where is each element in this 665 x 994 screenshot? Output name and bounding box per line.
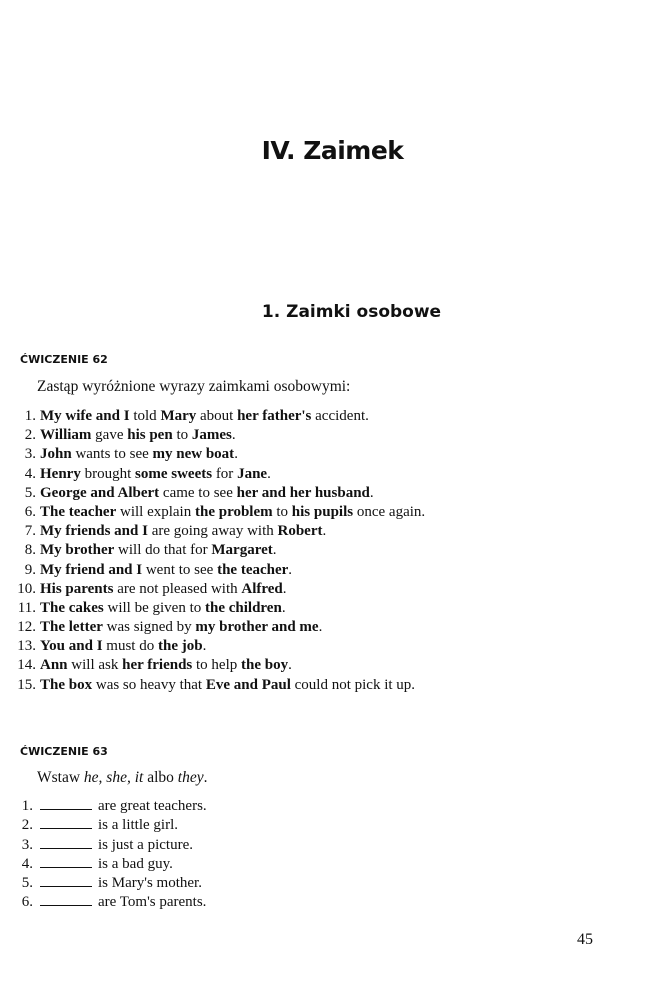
item-number: 6. <box>24 503 36 520</box>
sentence-text: . <box>369 484 374 501</box>
highlighted-phrase: her father's <box>237 408 312 424</box>
item-number: 1. <box>24 408 36 424</box>
highlighted-phrase: my new boat <box>152 446 235 463</box>
item-number: 2. <box>21 817 33 834</box>
instruction-emph-2: they <box>177 769 204 786</box>
highlighted-phrase: George and Albert <box>40 484 160 501</box>
exercise-62-item <box>0 656 425 675</box>
highlighted-phrase: her friends <box>122 657 193 674</box>
highlighted-phrase: His parents <box>40 580 114 597</box>
highlighted-phrase: James <box>191 427 232 444</box>
exercise-62-heading: ĆWICZENIE 62 <box>20 353 108 366</box>
highlighted-phrase: the job <box>157 638 203 655</box>
highlighted-phrase: Margaret <box>211 542 273 559</box>
item-number: 3. <box>24 446 36 463</box>
exercise-63-item <box>0 816 207 835</box>
sentence-text: . <box>288 657 292 674</box>
highlighted-phrase: William <box>40 427 92 444</box>
item-number: 15. <box>17 676 36 693</box>
exercise-63-item <box>0 836 207 855</box>
highlighted-phrase: The box <box>40 676 93 693</box>
sentence-text: are great teachers. <box>98 798 207 814</box>
chapter-title: IV. Zaimek <box>261 136 404 165</box>
sentence-text: gave <box>91 427 128 444</box>
sentence-text: was so heavy that <box>92 676 206 693</box>
highlighted-phrase: You and I <box>40 638 103 655</box>
sentence-text: must do <box>102 638 158 655</box>
sentence-text: . <box>231 427 236 444</box>
exercise-62-item <box>0 618 425 637</box>
answer-blank <box>40 874 92 887</box>
exercise-63-heading: ĆWICZENIE 63 <box>20 745 108 758</box>
sentence-text: will explain <box>116 503 195 520</box>
instruction-emph: he, she, it <box>83 769 144 786</box>
sentence-text: . <box>282 580 287 597</box>
sentence-text: will ask <box>67 657 123 674</box>
highlighted-phrase: the children <box>205 599 282 616</box>
exercise-62-item <box>0 445 425 464</box>
item-number: 8. <box>24 542 36 559</box>
sentence-text: for <box>212 465 238 482</box>
highlighted-phrase: the boy <box>241 657 289 674</box>
sentence-text: could not pick it up. <box>290 676 416 693</box>
item-number: 4. <box>21 855 33 872</box>
exercise-62-item <box>0 580 425 599</box>
highlighted-phrase: John <box>40 446 72 463</box>
item-number: 7. <box>24 523 36 540</box>
sentence-text: is a bad guy. <box>98 855 173 872</box>
highlighted-phrase: his pupils <box>291 503 354 520</box>
highlighted-phrase: My wife and I <box>40 408 130 424</box>
exercise-62-instruction: Zastąp wyróżnione wyrazy zaimkami osobowymi: <box>37 378 351 395</box>
item-number: 14. <box>17 657 36 674</box>
sentence-text: is Mary's mother. <box>98 875 202 892</box>
exercise-62-item <box>0 465 425 484</box>
item-number: 5. <box>24 484 36 501</box>
exercise-62-item <box>0 637 425 656</box>
sentence-text: . <box>267 465 271 482</box>
item-number: 11. <box>17 599 36 616</box>
item-number: 3. <box>21 836 33 853</box>
answer-blank <box>40 797 92 810</box>
highlighted-phrase: Robert <box>277 523 323 540</box>
instruction-prefix: Wstaw <box>37 769 84 786</box>
exercise-62-item <box>0 426 425 445</box>
sentence-text: are not pleased with <box>113 580 242 597</box>
highlighted-phrase: My friends and I <box>40 523 148 540</box>
highlighted-phrase: Ann <box>40 657 68 674</box>
highlighted-phrase: My friend and I <box>40 561 143 578</box>
sentence-text: brought <box>80 465 135 482</box>
section-title: 1. Zaimki osobowe <box>261 302 442 322</box>
exercise-62-item <box>0 484 425 503</box>
exercise-62-item <box>0 407 425 426</box>
sentence-text: told <box>129 408 161 424</box>
answer-blank <box>40 816 92 829</box>
highlighted-phrase: the problem <box>194 503 273 520</box>
highlighted-phrase: Mary <box>160 408 197 424</box>
highlighted-phrase: Henry <box>40 465 81 482</box>
sentence-text: . <box>318 619 323 636</box>
item-number: 5. <box>21 875 33 892</box>
page-number: 45 <box>577 931 593 948</box>
sentence-text: wants to see <box>71 446 153 463</box>
exercise-63-list <box>0 797 207 913</box>
instruction-suffix: . <box>203 769 208 786</box>
sentence-text: is a little girl. <box>98 817 178 834</box>
highlighted-phrase: his pen <box>127 427 173 444</box>
exercise-62-item <box>0 522 425 541</box>
sentence-text: will do that for <box>114 542 212 559</box>
highlighted-phrase: The letter <box>40 619 103 636</box>
sentence-text: . <box>272 542 277 559</box>
sentence-text: will be given to <box>103 599 205 616</box>
sentence-text: is just a picture. <box>98 836 193 853</box>
sentence-text: . <box>281 599 286 616</box>
sentence-text: . <box>288 561 293 578</box>
sentence-text: to <box>272 503 292 520</box>
item-number: 2. <box>24 427 36 444</box>
item-number: 12. <box>17 619 36 636</box>
highlighted-phrase: her and her husband <box>236 484 370 501</box>
highlighted-phrase: The teacher <box>40 503 117 520</box>
highlighted-phrase: my brother and me <box>195 619 319 636</box>
item-number: 13. <box>17 638 36 655</box>
sentence-text: to help <box>192 657 242 674</box>
highlighted-phrase: My brother <box>40 542 115 559</box>
highlighted-phrase: some sweets <box>135 465 213 482</box>
exercise-63-item <box>0 855 207 874</box>
exercise-62-item <box>0 676 425 695</box>
item-number: 6. <box>21 894 33 911</box>
sentence-text: accident. <box>311 408 369 424</box>
highlighted-phrase: the teacher <box>217 561 289 578</box>
item-number: 10. <box>17 580 36 597</box>
sentence-text: went to see <box>142 561 218 578</box>
exercise-62-item <box>0 541 425 560</box>
exercise-62-item <box>0 503 425 522</box>
item-number: 1. <box>21 798 33 814</box>
exercise-63-instruction <box>37 769 207 787</box>
highlighted-phrase: Alfred <box>241 580 283 597</box>
sentence-text: are going away with <box>147 523 278 540</box>
exercise-63-item <box>0 797 207 816</box>
exercise-63-item <box>0 893 207 912</box>
highlighted-phrase: Jane <box>237 465 268 482</box>
sentence-text: came to see <box>159 484 237 501</box>
instruction-mid: albo <box>143 769 178 786</box>
sentence-text: to <box>172 427 192 444</box>
answer-blank <box>40 836 92 849</box>
item-number: 9. <box>24 561 36 578</box>
answer-blank <box>40 893 92 906</box>
sentence-text: are Tom's parents. <box>98 894 207 911</box>
exercise-63-item <box>0 874 207 893</box>
answer-blank <box>40 855 92 868</box>
sentence-text: was signed by <box>102 619 196 636</box>
item-number: 4. <box>24 465 36 482</box>
highlighted-phrase: Eve and Paul <box>205 676 291 693</box>
sentence-text: . <box>322 523 327 540</box>
exercise-62-item <box>0 599 425 618</box>
highlighted-phrase: The cakes <box>40 599 104 616</box>
sentence-text: . <box>234 446 238 463</box>
sentence-text: . <box>202 638 207 655</box>
sentence-text: once again. <box>353 503 426 520</box>
exercise-62-list <box>0 407 425 695</box>
sentence-text: about <box>196 408 238 424</box>
exercise-62-item <box>0 561 425 580</box>
